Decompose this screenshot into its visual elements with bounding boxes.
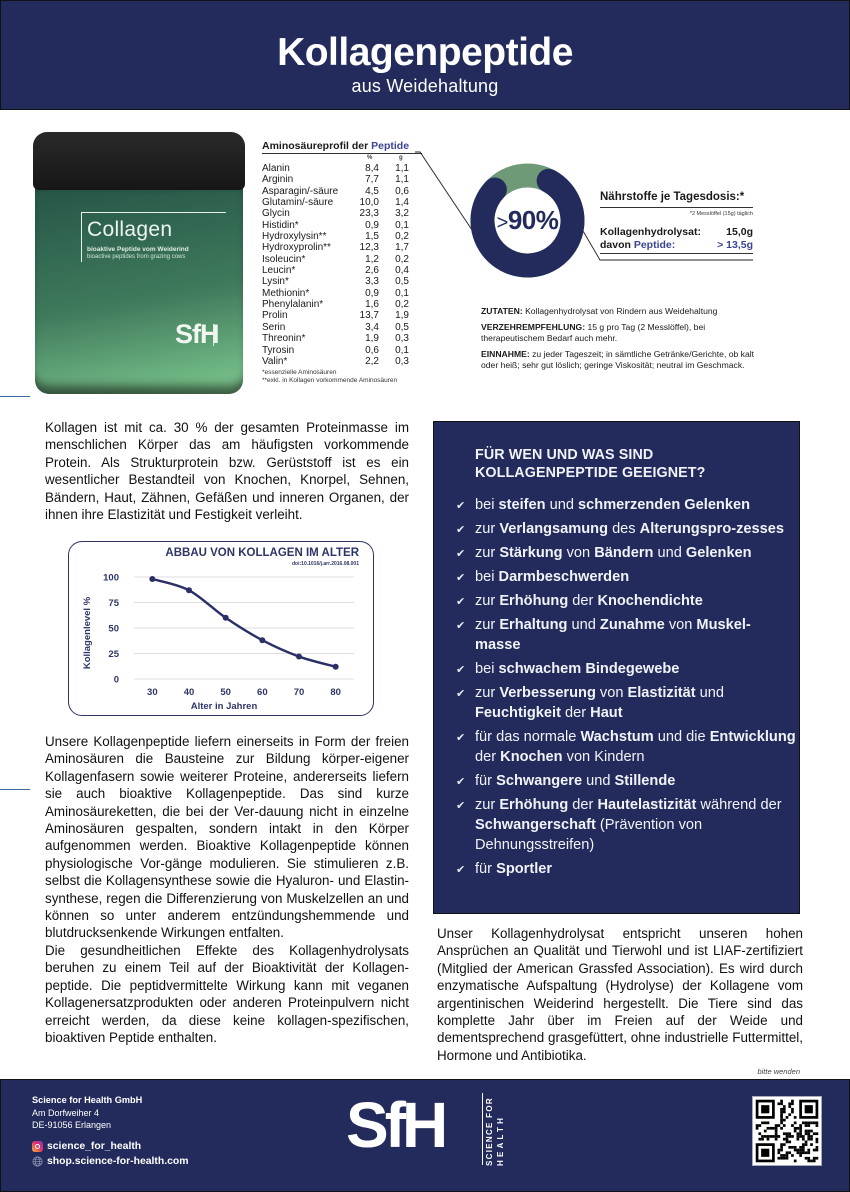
benefit-emphasis: Verlangsamung	[499, 521, 609, 537]
benefit-text: zur	[475, 593, 500, 609]
product-brand: Collagen	[87, 218, 173, 241]
benefit-text: für	[475, 861, 497, 877]
amino-row	[262, 254, 422, 265]
margin-mark	[0, 396, 30, 397]
amino-heading-accent: Peptide	[371, 140, 410, 152]
amino-percent: 2,2	[365, 355, 379, 367]
amino-row	[262, 208, 422, 219]
amino-percent: 23,3	[359, 208, 379, 220]
chart-y-tick: 25	[108, 649, 119, 660]
benefit-text: von	[664, 617, 697, 633]
chart-y-tick: 50	[108, 623, 119, 635]
amino-percent: 1,9	[365, 333, 379, 345]
benefit-text: und	[582, 773, 615, 789]
product-info	[481, 306, 771, 376]
amino-name: Methionin*	[262, 287, 310, 299]
benefit-text: zur	[475, 521, 500, 537]
amino-gram: 0,6	[395, 185, 409, 197]
benefits-list	[456, 495, 796, 883]
benefit-text: von Kindern	[562, 749, 645, 765]
amino-percent: 8,4	[365, 163, 379, 174]
company-city: DE-91056 Erlangen	[32, 1120, 112, 1130]
amino-name: Phenylalanin*	[262, 299, 324, 311]
instagram-icon	[32, 1141, 43, 1152]
amino-gram: 0,1	[395, 219, 409, 231]
benefit-text: und	[545, 497, 579, 513]
amino-name: Histidin*	[262, 219, 299, 231]
amino-percent: 13,7	[359, 310, 379, 322]
chart-source: doi:10.1016/j.arr.2016.08.001	[292, 561, 359, 567]
chart-data-point	[149, 576, 155, 582]
logo-tagline: HEALTH	[496, 1114, 505, 1166]
amino-row	[262, 310, 422, 321]
benefit-text: der	[475, 749, 501, 765]
benefit-emphasis: Zunahme	[599, 617, 665, 633]
check-icon: ✔	[456, 500, 466, 512]
benefit-text: von	[595, 685, 628, 701]
nutrients-box	[600, 191, 753, 254]
instagram-handle[interactable]: science_for_health	[47, 1141, 142, 1152]
right-text: Unser Kollagenhydrolysat entspricht unseren hohen Ansprüchen an Qualität und Tierwohl und ist LIAF-zertifiziert (Mitglied der American Grassfed Association). Es wird durch enzymatische Aufspaltung (Hydrolyse) der Kollagene vom argentinischen Weiderind hergestellt. Die Tiere sind das komplette Jahr über im Freien auf der Weide und dementsprechend grasgefüttert, ohne industrielle Futtermittel, Hormone und Antibiotika.	[437, 926, 803, 1063]
amino-heading	[262, 140, 422, 154]
amino-row	[262, 345, 422, 356]
amino-percent: 12,3	[359, 242, 379, 254]
benefit-item	[456, 495, 796, 515]
info-label: EINNAHME:	[481, 348, 530, 359]
benefit-emphasis: Entwicklung	[709, 729, 796, 745]
amino-percent: 1,5	[365, 231, 379, 243]
chart-data-point	[333, 664, 339, 670]
check-icon: ✔	[456, 800, 466, 812]
col-percent: %	[367, 155, 373, 161]
website-url[interactable]: shop.science-for-health.com	[47, 1156, 189, 1167]
nutrient-label-accent: Peptide:	[633, 239, 676, 251]
amino-name: Serin	[262, 321, 286, 333]
benefit-text: und	[653, 545, 686, 561]
nutrient-label: Kollagenhydrolysat:	[600, 226, 701, 238]
product-tagline-de: bioaktive Peptide vom Weiderind	[87, 246, 189, 253]
benefit-emphasis: Erhaltung	[499, 617, 568, 633]
benefit-item	[456, 519, 796, 539]
amino-gram: 0,2	[395, 253, 409, 265]
chart-data-point	[259, 637, 265, 643]
benefit-item	[456, 567, 796, 587]
benefit-text: von	[562, 545, 595, 561]
benefit-emphasis: schmerzenden Gelenken	[578, 497, 750, 513]
nutrient-label: davon	[600, 239, 634, 251]
check-icon: ✔	[456, 596, 466, 608]
benefits-box	[433, 421, 800, 914]
benefit-item	[456, 543, 796, 563]
chart-y-tick: 0	[113, 674, 119, 686]
benefit-emphasis: Alterungspro-zesses	[639, 521, 785, 537]
chart-data-point	[296, 654, 302, 660]
chart-canvas	[69, 542, 375, 717]
benefit-text: und	[695, 685, 725, 701]
amino-row	[262, 276, 422, 287]
info-verzehr	[481, 322, 771, 345]
amino-percent: 0,6	[365, 344, 379, 356]
info-text: zu jeder Tageszeit; in sämtliche Getränke/Gerichte, ob kalt oder heiß; sehr gut löslich; geringe Viskosität; neutral im Geschmack.	[481, 348, 755, 370]
check-icon: ✔	[456, 776, 466, 788]
benefit-emphasis: Hautelastizität	[597, 797, 697, 813]
chart-x-tick: 80	[330, 687, 341, 698]
benefit-emphasis: Sportler	[496, 861, 553, 877]
amino-row	[262, 288, 422, 299]
benefit-item	[456, 683, 796, 723]
amino-row	[262, 163, 422, 174]
amino-rows	[262, 163, 422, 367]
benefit-text: bei	[475, 569, 499, 585]
nutrient-row-peptide	[600, 239, 753, 254]
donut-value	[470, 205, 585, 236]
benefit-item	[456, 659, 796, 679]
amino-percent: 0,9	[365, 219, 379, 231]
amino-name: Isoleucin*	[262, 253, 306, 265]
benefit-text: und	[567, 617, 600, 633]
benefit-emphasis: schwachem Bindegewebe	[498, 661, 680, 677]
amino-gram: 0,3	[395, 333, 409, 345]
amino-column-headers	[262, 154, 422, 163]
chart-x-tick: 60	[257, 687, 268, 698]
company-name: Science for Health GmbH	[32, 1095, 143, 1105]
amino-heading-main: Aminosäureprofil der	[262, 140, 372, 152]
page-header	[0, 0, 850, 110]
benefit-emphasis: Gelenken	[685, 545, 752, 561]
amino-percent: 3,4	[365, 321, 379, 333]
check-icon: ✔	[456, 548, 466, 560]
amino-percent: 3,3	[365, 276, 379, 288]
amino-name: Asparagin/-säure	[262, 185, 339, 197]
benefit-item	[456, 859, 796, 879]
benefit-text: zur	[475, 545, 500, 561]
benefit-text: zur	[475, 617, 500, 633]
amino-percent: 2,6	[365, 265, 379, 277]
benefit-text: der	[560, 705, 591, 721]
chart-y-tick: 100	[103, 572, 119, 584]
benefit-text: für das normale	[475, 729, 581, 745]
page-turn-note: bitte wenden	[757, 1067, 800, 1076]
page-subtitle: aus Weidehaltung	[351, 76, 499, 96]
nutrient-value: 15,0g	[726, 226, 753, 238]
benefit-emphasis: Verbesserung	[499, 685, 596, 701]
benefit-emphasis: Muskel-masse	[475, 617, 751, 653]
amino-row	[262, 299, 422, 310]
amino-percent: 1,6	[365, 299, 379, 311]
amino-row	[262, 333, 422, 344]
amino-gram: 3,2	[395, 208, 409, 220]
amino-percent: 0,9	[365, 287, 379, 299]
sfh-logo: SfH	[346, 1089, 445, 1161]
logo-tagline: SCIENCE FOR	[485, 1097, 494, 1166]
amino-name: Lysin*	[262, 276, 289, 288]
chart-x-tick: 50	[220, 687, 231, 698]
collagen-decline-chart	[68, 541, 374, 716]
amino-gram: 0,3	[395, 355, 409, 367]
benefit-emphasis: Schwangerschaft	[475, 817, 596, 833]
amino-gram: 0,1	[395, 287, 409, 299]
amino-gram: 1,1	[395, 174, 409, 186]
check-icon: ✔	[456, 664, 466, 676]
amino-percent: 7,7	[365, 174, 379, 186]
amino-row	[262, 197, 422, 208]
amino-footnote-collagen: **exkl. in Kollagen vorkommende Aminosäuren	[262, 376, 398, 384]
amino-acid-profile	[262, 140, 422, 384]
check-icon: ✔	[456, 732, 466, 744]
amino-name: Tyrosin	[262, 344, 295, 356]
amino-gram: 0,5	[395, 276, 409, 288]
info-label: VERZEHREMPFEHLUNG:	[481, 321, 586, 332]
donut-value-label: 90%	[507, 205, 559, 235]
chart-data-point	[186, 587, 192, 593]
amino-row	[262, 242, 422, 253]
instagram-link[interactable]	[32, 1141, 141, 1152]
nutrients-heading: Nährstoffe je Tagesdosis:*	[600, 191, 753, 208]
amino-gram: 0,2	[395, 231, 409, 243]
margin-mark	[0, 789, 30, 790]
benefits-heading-line: FÜR WEN UND WAS SIND	[475, 447, 654, 463]
benefit-emphasis: Stärkung	[499, 545, 563, 561]
benefit-emphasis: Knochen	[500, 749, 563, 765]
logo-divider	[482, 1093, 483, 1165]
page-title: Kollagenpeptide	[277, 31, 573, 74]
amino-gram: 1,9	[395, 310, 409, 322]
jar-lid	[33, 132, 245, 190]
benefit-emphasis: Elastizität	[627, 685, 696, 701]
benefit-text: für	[475, 773, 497, 789]
benefit-item	[456, 615, 796, 655]
amino-gram: 0,5	[395, 321, 409, 333]
benefit-item	[456, 795, 796, 855]
donut-prefix: >	[496, 212, 508, 234]
benefit-text: (Prävention von Dehnungsstreifen)	[475, 817, 703, 853]
amino-name: Arginin	[262, 174, 294, 186]
benefit-emphasis: Knochendichte	[597, 593, 703, 609]
benefit-emphasis: Erhöhung	[499, 797, 569, 813]
amino-gram: 0,4	[395, 265, 409, 277]
info-text: 15 g pro Tag (2 Messlöffel), bei therapeutischem Bedarf auch mehr.	[481, 321, 706, 343]
info-text: Kollagenhydrolysat von Rindern aus Weidehaltung	[522, 306, 718, 316]
left-paragraph-2: Die gesundheitlichen Effekte des Kollagenhydrolysats beruhen zu einem Teil auf der Bioaktivität der Kollagen-peptide. Die peptidvermittelte Wirkung kann mit veganen Kollagenersatzprodukten oder anderen Proteinpulvern nicht erreicht werden, da diese keine kollagen-spezifischen, bioaktiven Peptide enthalten.	[45, 942, 409, 1045]
product-tagline-en: bioactive peptides from grazing cows	[87, 254, 186, 260]
chart-data-point	[223, 615, 229, 621]
amino-name: Valin*	[262, 355, 288, 367]
benefit-emphasis: steifen	[498, 497, 546, 513]
benefits-heading-line: KOLLAGENPEPTIDE GEEIGNET?	[475, 465, 706, 481]
amino-gram: 0,2	[395, 299, 409, 311]
benefit-text: zur	[475, 797, 500, 813]
benefit-emphasis: Feuchtigkeit	[475, 705, 561, 721]
benefit-emphasis: Bändern	[594, 545, 654, 561]
check-icon: ✔	[456, 864, 466, 876]
amino-name: Threonin*	[262, 333, 306, 345]
benefit-text: des	[608, 521, 640, 537]
benefit-emphasis: Wachstum	[580, 729, 654, 745]
benefits-heading	[475, 446, 705, 482]
check-icon: ✔	[456, 688, 466, 700]
info-zutaten	[481, 306, 771, 318]
company-street: Am Dorfweiher 4	[32, 1108, 100, 1118]
amino-footnote-essential: *essenzielle Aminosäuren	[262, 369, 337, 377]
benefit-text: zur	[475, 685, 500, 701]
chart-y-tick: 75	[108, 598, 119, 609]
amino-row	[262, 174, 422, 185]
amino-name: Glycin	[262, 208, 290, 220]
qr-code-icon[interactable]	[752, 1096, 822, 1166]
check-icon: ✔	[456, 524, 466, 536]
benefit-text: bei	[475, 497, 499, 513]
amino-percent: 10,0	[359, 197, 379, 209]
amino-row	[262, 265, 422, 276]
amino-row	[262, 356, 422, 367]
amino-percent: 1,2	[365, 253, 379, 265]
nutrient-value: > 13,5g	[717, 239, 753, 251]
chart-x-label: Alter in Jahren	[190, 701, 258, 712]
amino-name: Leucin*	[262, 265, 296, 277]
amino-row	[262, 322, 422, 333]
benefit-emphasis: Stillende	[614, 773, 676, 789]
intro-paragraph: Kollagen ist mit ca. 30 % der gesamten Proteinmasse im menschlichen Körper das am häufigsten vorkommende Protein. Als Strukturprotein bzw. Gerüststoff ist es ein wesentlicher Bestandteil von Knochen, Knorpel, Sehnen, Bändern, Haut, Zähnen, Gefäßen und inneren Organen, der ihnen ihre Elastizität und Festigkeit verleiht.	[45, 420, 409, 523]
benefit-emphasis: Haut	[590, 705, 623, 721]
amino-gram: 1,4	[395, 197, 409, 209]
check-icon: ✔	[456, 620, 466, 632]
benefit-item	[456, 727, 796, 767]
label-frame-line	[81, 212, 82, 262]
benefit-item	[456, 591, 796, 611]
globe-icon	[32, 1156, 43, 1167]
chart-x-tick: 30	[147, 687, 158, 698]
amino-percent: 4,5	[365, 185, 379, 197]
amino-gram: 1,1	[395, 163, 409, 174]
col-gram: g	[399, 155, 403, 161]
amino-name: Hydroxylysin**	[262, 231, 327, 243]
benefit-emphasis: Schwangere	[496, 773, 583, 789]
amino-name: Glutamin/-säure	[262, 197, 334, 209]
check-icon: ✔	[456, 572, 466, 584]
amino-row	[262, 231, 422, 242]
benefit-text: der	[568, 797, 598, 813]
info-einnahme	[481, 349, 771, 372]
amino-row	[262, 220, 422, 231]
benefit-emphasis: Darmbeschwerden	[498, 569, 630, 585]
info-label: ZUTATEN:	[481, 306, 523, 316]
chart-y-label: Kollagenlevel %	[82, 596, 93, 670]
amino-name: Hydroxyprolin**	[262, 242, 331, 254]
product-logo-bar	[213, 324, 217, 346]
page-footer	[0, 1079, 850, 1192]
chart-x-tick: 40	[183, 687, 195, 698]
amino-gram: 0,1	[395, 344, 409, 356]
benefit-text: der	[568, 593, 598, 609]
amino-row	[262, 186, 422, 197]
website-link[interactable]	[32, 1156, 188, 1167]
amino-name: Alanin	[262, 163, 290, 174]
benefit-text: und die	[653, 729, 710, 745]
benefit-text: während der	[696, 797, 782, 813]
chart-title: ABBAU VON KOLLAGEN IM ALTER	[165, 547, 359, 559]
label-frame-line	[81, 212, 226, 213]
nutrient-row-hydrolysat	[600, 226, 753, 239]
benefit-item	[456, 771, 796, 791]
amino-name: Prolin	[262, 310, 288, 322]
product-logo: SfH	[175, 319, 219, 349]
product-image	[30, 132, 250, 394]
jar-body	[35, 182, 243, 394]
left-paragraph-1: Unsere Kollagenpeptide liefern einerseits in Form der freien Aminosäuren die Bausteine zur Bildung körper-eigener Kollagenfasern sowie weiterer Proteine, andererseits liefern sie auch bioaktive Kollagenpeptide. Das sind kurze Aminosäureketten, die bei der Ver-dauung nicht in einzelne Aminosäuren gespalten, sondern intakt in den Körper aufgenommen werden. Bioaktive Kollagenpeptide können physiologische Vor-gänge modulieren. Sie stimulieren z.B. selbst die Kollagensynthese sowie die Hyaluron- und Elastin-synthese, regen die Differenzierung von Muskelzellen an und können so unter anderem entzündungshemmende und blutdrucksenkende Wirkungen entfalten.	[45, 734, 409, 941]
left-text	[45, 733, 409, 1046]
nutrients-note: *2 Messlöffel (15g) täglich	[689, 211, 753, 217]
benefit-text: bei	[475, 661, 499, 677]
chart-x-tick: 70	[293, 687, 305, 698]
amino-gram: 1,7	[395, 242, 409, 254]
benefit-emphasis: Erhöhung	[499, 593, 569, 609]
